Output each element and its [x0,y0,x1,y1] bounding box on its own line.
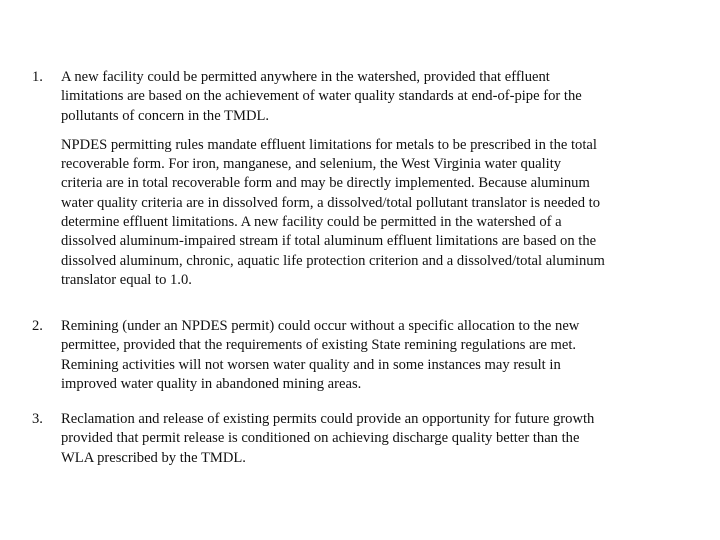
text-line: Remining (under an NPDES permit) could occur without a specific allocation to the new [61,318,580,334]
list-item-2 [32,317,702,394]
text-line: determine effluent limitations. A new facility could be permitted in the watershed of a [61,214,562,231]
paragraph [61,317,702,394]
text-line: translator equal to 1.0. [61,271,192,288]
text-line: NPDES permitting rules mandate effluent limitations for metals to be prescribed in the total [61,136,597,153]
text-line: recoverable form. For iron, manganese, and selenium, the West Virginia water quality [61,156,562,173]
text-line: A new facility could be permitted anywhere in the watershed, provided that effluent [61,69,550,85]
text-line: WLA prescribed by the TMDL. [61,449,246,466]
text-line: limitations are based on the achievement of water quality standards at end-of-pipe for the [61,88,582,105]
list-item-1 [32,68,702,290]
text-line: pollutants of concern in the TMDL. [61,107,270,124]
text-line: Reclamation and release of existing permits could provide an opportunity for future growth [61,411,595,427]
text-line: dissolved aluminum, chronic, aquatic life protection criterion and a dissolved/total aluminum [61,252,605,269]
text-line: provided that permit release is conditioned on achieving discharge quality better than the [61,430,580,447]
text-line: criteria are in total recoverable form and may be directly implemented. Because aluminum [61,175,590,192]
list-item-body [61,317,702,394]
text-line: permittee, provided that the requirements of existing State remining regulations are met. [61,337,577,354]
list-number: 2. [32,318,43,334]
list-item-body [61,68,702,290]
text-line: water quality criteria are in dissolved form, a dissolved/total pollutant translator is needed to [61,194,601,211]
paragraph [61,68,702,126]
text-line: improved water quality in abandoned mining areas. [61,375,362,392]
paragraph [61,136,702,290]
paragraph [61,410,702,468]
text-line: Remining activities will not worsen water quality and in some instances may result in [61,356,561,373]
list-number: 1. [32,69,43,85]
list-number: 3. [32,411,43,427]
list-item-body [61,410,702,468]
text-line: dissolved aluminum-impaired stream if total aluminum effluent limitations are based on the [61,233,597,250]
list-item-3 [32,410,702,468]
